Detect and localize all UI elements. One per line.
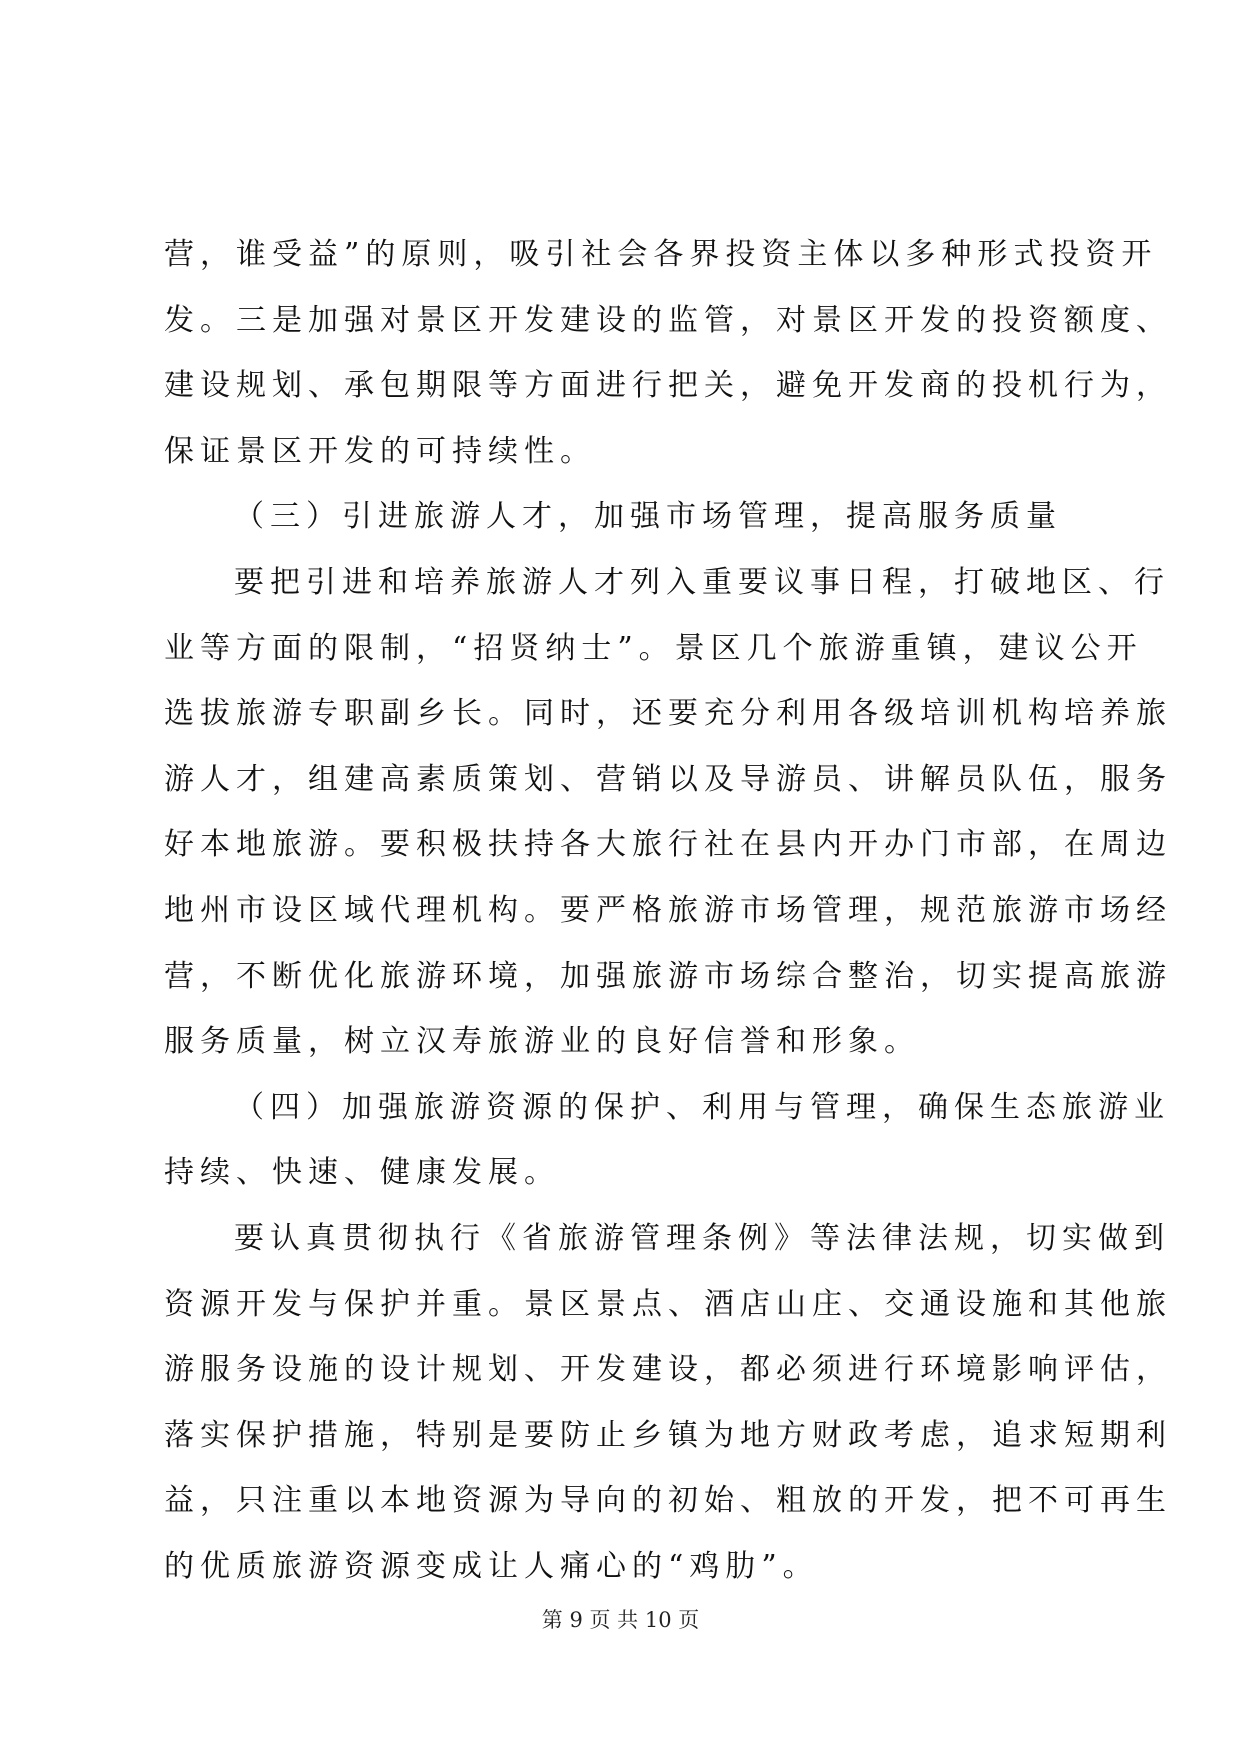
text-line: 益，只注重以本地资源为导向的初始、粗放的开发，把不可再生 [164,1483,1172,1519]
text-line: 资源开发与保护并重。景区景点、酒店山庄、交通设施和其他旅 [164,1286,1172,1322]
text-line: 地州市设区域代理机构。要严格旅游市场管理，规范旅游市场经 [164,892,1172,928]
section-heading-4: （四）加强旅游资源的保护、利用与管理，确保生态旅游业 [234,1089,1170,1125]
text-line: 的优质旅游资源变成让人痛心的“鸡肋”。 [164,1548,819,1584]
page-footer [0,1606,1241,1634]
page-number: 第 9 页 共 10 页 [541,1608,700,1632]
text-line: 好本地旅游。要积极扶持各大旅行社在县内开办门市部，在周边 [164,827,1172,863]
text-line: 营，不断优化旅游环境，加强旅游市场综合整治，切实提高旅游 [164,958,1172,994]
text-line: 持续、快速、健康发展。 [164,1155,560,1191]
text-line: 游人才，组建高素质策划、营销以及导游员、讲解员队伍，服务 [164,761,1172,797]
text-line: 营，谁受益”的原则，吸引社会各界投资主体以多种形式投资开 [164,237,1158,272]
text-line: 保证景区开发的可持续性。 [164,433,596,469]
text-line: 发。三是加强对景区开发建设的监管，对景区开发的投资额度、 [164,302,1172,338]
text-line: 游服务设施的设计规划、开发建设，都必须进行环境影响评估， [164,1352,1172,1388]
text-line: 落实保护措施，特别是要防止乡镇为地方财政考虑，追求短期利 [164,1417,1172,1453]
text-line: 选拔旅游专职副乡长。同时，还要充分利用各级培训机构培养旅 [164,696,1172,732]
paragraph-start: 要把引进和培养旅游人才列入重要议事日程，打破地区、行 [234,564,1170,600]
text-line: 业等方面的限制，“招贤纳士”。景区几个旅游重镇，建议公开 [164,630,1143,666]
section-heading-3: （三）引进旅游人才，加强市场管理，提高服务质量 [234,499,1062,535]
text-line: 服务质量，树立汉寿旅游业的良好信誉和形象。 [164,1024,920,1060]
paragraph-start: 要认真贯彻执行《省旅游管理条例》等法律法规，切实做到 [234,1220,1170,1256]
text-line: 建设规划、承包期限等方面进行把关，避免开发商的投机行为， [164,368,1172,404]
document-body [164,222,1172,1599]
